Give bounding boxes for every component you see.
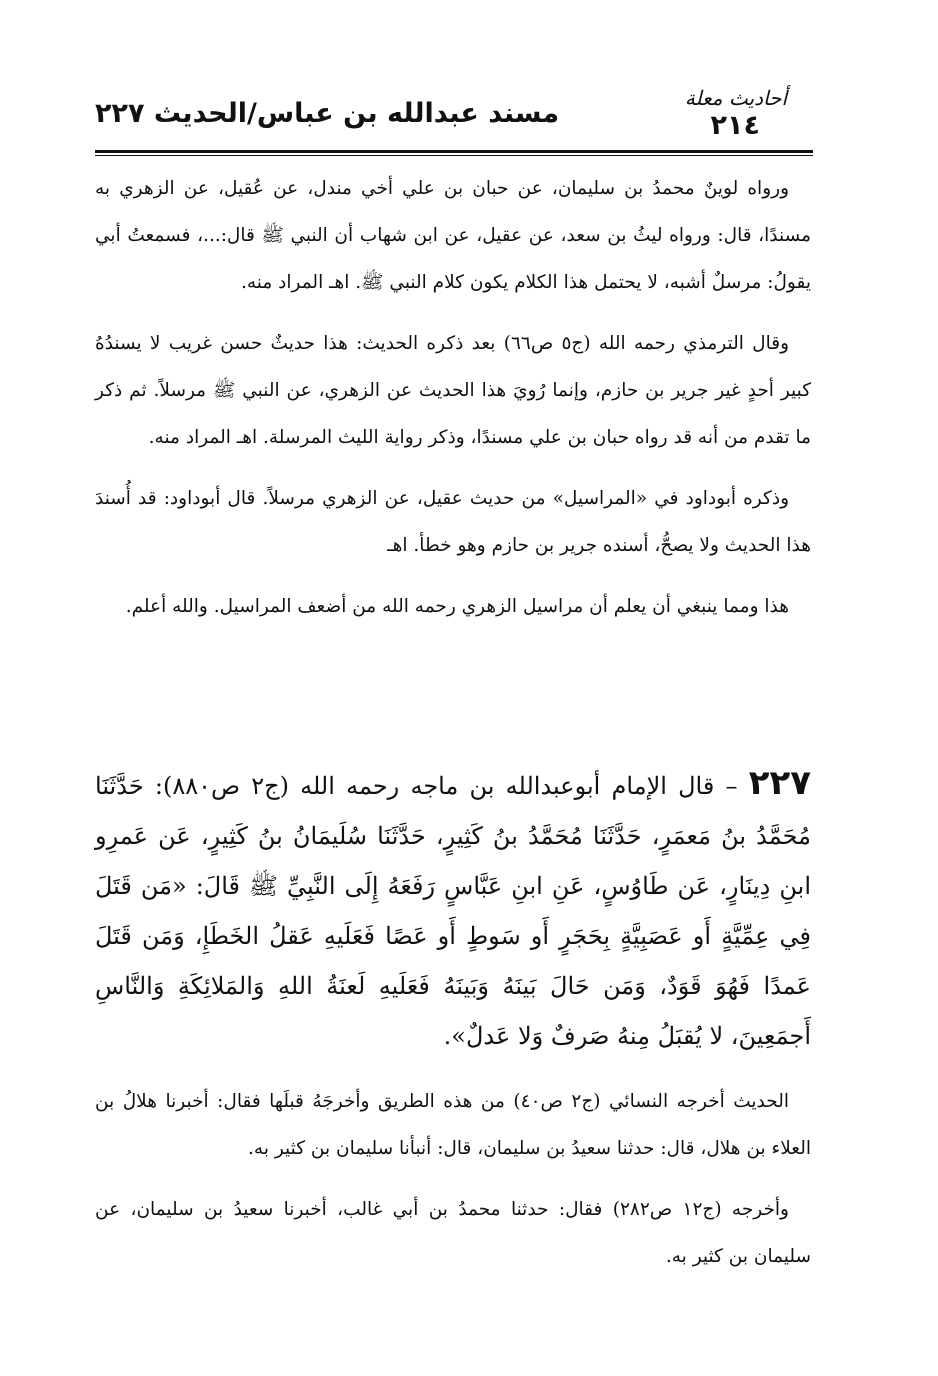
notes-block [95, 1078, 811, 1294]
paragraph: وقال الترمذي رحمه الله (ج٥ ص٦٦) بعد ذكره الحديث: هذا حديثٌ حسن غريب لا يسندُهُ كبير أحدٍ غير جرير بن حازم، وإنما رُويَ هذا الحديث عن الزهري، عن النبي ﷺ مرسلاً. ثم ذكر ما تقدم من أنه قد رواه حبان بن علي مسندًا، وذكر رواية الليث المرسلة. اهـ المراد منه. [95, 333, 811, 448]
page-header [95, 86, 815, 154]
header-rule [95, 150, 813, 156]
handwritten-note: أحاديث معلة [684, 86, 787, 110]
hadith-block [95, 758, 811, 1073]
note-paragraph: وأخرجه (ج١٢ ص٢٨٢) فقال: حدثنا محمدُ بن أبي غالب، أخبرنا سعيدُ بن سليمان، عن سليمان بن كثير به. [95, 1199, 811, 1267]
hadith-number: ٢٢٧ [748, 763, 811, 803]
hadith-text [95, 758, 811, 1061]
hadith-body: – قال الإمام أبوعبدالله بن ماجه رحمه الله (ج٢ ص٨٨٠): حَدَّثَنَا مُحَمَّدُ بنُ مَعمَرٍ، حَدَّثَنَا مُحَمَّدُ بنُ كَثِيرٍ، حَدَّثَنَا سُلَيمَانُ بنُ كَثِيرٍ، عَن عَمرِو ابنِ دِينَارٍ، عَن طَاوُسٍ، عَنِ ابنِ عَبَّاسٍ رَفَعَهُ إِلَى النَّبِيِّ ﷺ قَالَ: «مَن قَتَلَ فِي عِمِّيَّةٍ أَو عَصَبِيَّةٍ بِحَجَرٍ أَو سَوطٍ أَو عَصًا فَعَلَيهِ عَقلُ الخَطَإِ، وَمَن قَتَلَ عَمدًا فَهُوَ قَوَدٌ، وَمَن حَالَ بَينَهُ وَبَينَهُ فَعَلَيهِ لَعنَةُ اللهِ وَالمَلائِكَةِ وَالنَّاسِ أَجمَعِينَ، لا يُقبَلُ مِنهُ صَرفٌ وَلا عَدلٌ». [95, 772, 811, 1050]
page-number: ٢١٤ [710, 110, 760, 141]
running-title: مسند عبدالله بن عباس/الحديث ٢٢٧ [95, 98, 560, 129]
commentary-block [95, 165, 811, 644]
paragraph: وذكره أبوداود في «المراسيل» من حديث عقيل، عن الزهري مرسلاً. قال أبوداود: قد أُسندَ هذا الحديث ولا يصحُّ، أسنده جرير بن حازم وهو خطأ. اهـ [95, 488, 811, 556]
paragraph: ورواه لوينٌ محمدُ بن سليمان، عن حبان بن علي أخي مندل، عن عُقيل، عن الزهري به مسندًا، قال: ورواه ليثُ بن سعد، عن عقيل، عن ابن شهاب أن النبي ﷺ قال:...، فسمعتُ أبي يقولُ: مرسلٌ أشبه، لا يحتمل هذا الكلام يكون كلام النبي ﷺ. اهـ المراد منه. [95, 178, 811, 293]
paragraph: هذا ومما ينبغي أن يعلم أن مراسيل الزهري رحمه الله من أضعف المراسيل. والله أعلم. [125, 596, 789, 617]
note-paragraph: الحديث أخرجه النسائي (ج٢ ص٤٠) من هذه الطريق وأخرجَهُ قبلَها فقال: أخبرنا هلالُ بن العلاء بن هلال، قال: حدثنا سعيدُ بن سليمان، قال: أنبأنا سليمان بن كثير به. [95, 1091, 811, 1159]
